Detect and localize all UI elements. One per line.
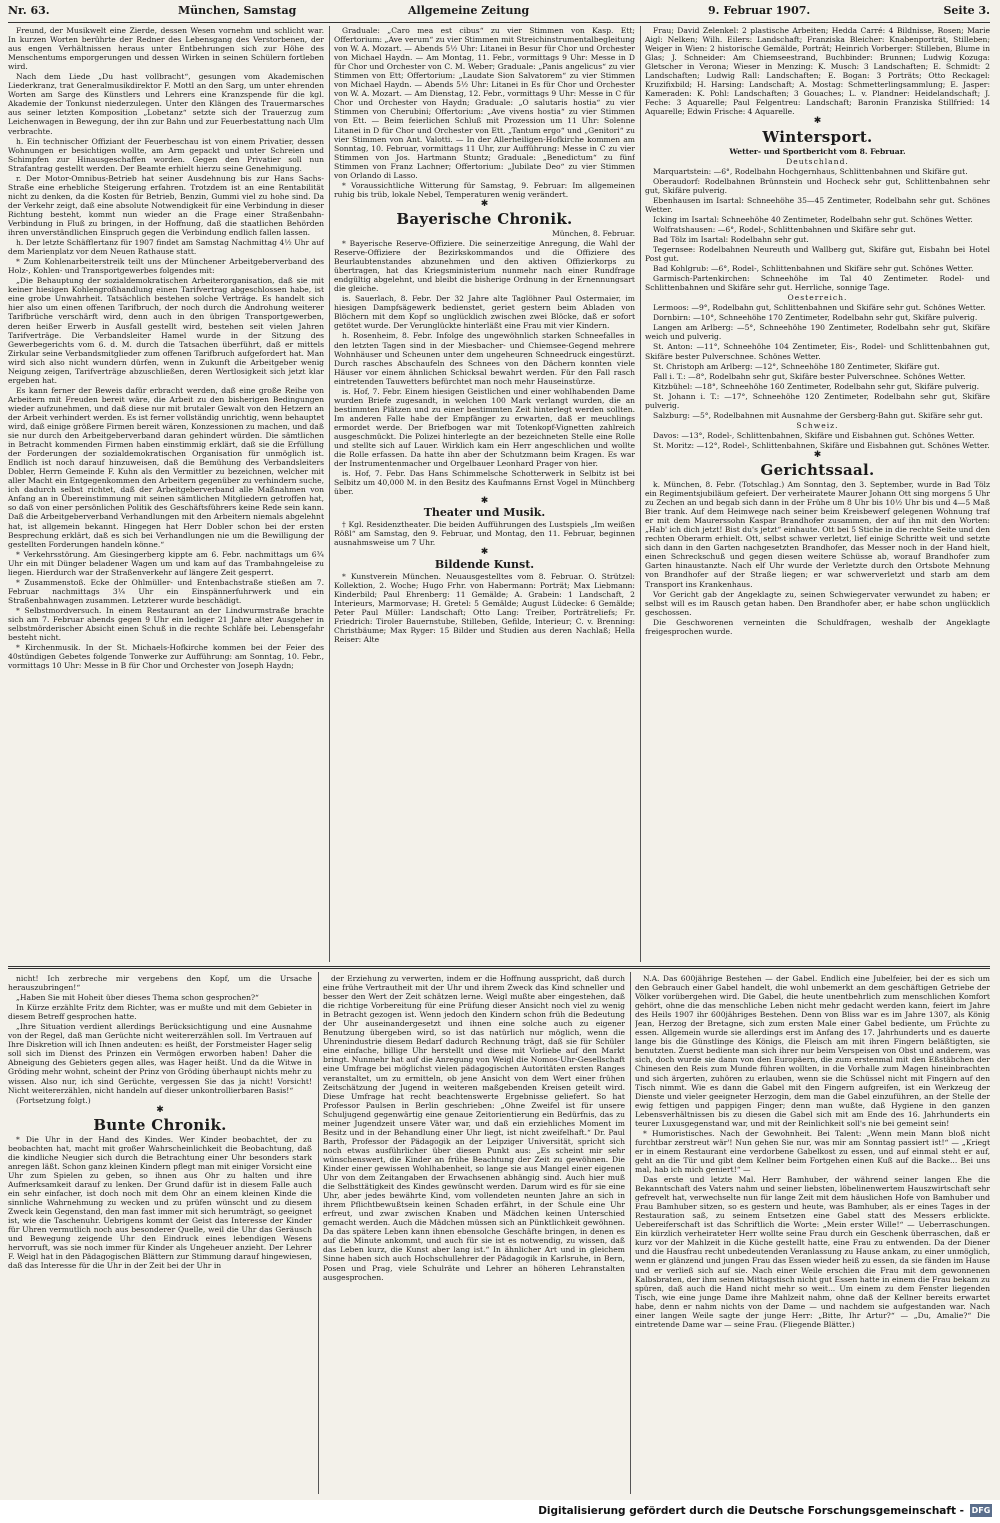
- austria-heading: Oesterreich.: [787, 293, 848, 303]
- sport-report: St. Moritz: —12°, Rodel-, Schlittenbahnen, Skifäre und Eisbahnen gut. Schönes Wetter.: [653, 440, 990, 450]
- column-sport-court: [645, 26, 990, 962]
- sport-report: Ebenhausen im Isartal: Schneehöhe 35—45 Zentimeter, Rodelbahn sehr gut. Schönes Wetter.: [645, 195, 990, 214]
- sport-report: Bad Tölz im Isartal: Rodelbahn sehr gut.: [653, 234, 809, 244]
- kunst-continued: Frau; David Zelenkel: 2 plastische Arbeiten; Hedda Carré: 4 Bildnisse, Rosen; Marie Aigl: Nelken; Wilh. Eilers: Landschaft; Franziska Bleicher: Knabenporträt, Stilleben; Weiger in Wien: 2 historische Gemälde, Porträt; Heinrich Vorberger: Stilleben, Blume in Glas; J. Schneider: Am Chiemseestrand, Buchbinder: Brunnen; Ludwig Kozuga: Gletscher in Verona; Wieser in Menzing: K. Musch: 3 Landschaften; E. Schmidt: 2 Landschaften; Ludwig Rall: Landschaften; E. Bogan: 3 Porträts; Otto Reckagel: Kruzifixbild; H. Harsing: Landschaft; A. Mostag: Schmetterlingsammlung; E. Jasper: Kameraden: K. Pohl: Landschaften; 3 Gouaches; L. v. Plandner: Heidelandschaft; J. Feche: 3 Aquarelle; Paul Felgentreu: Landschaft; Baronin Franziska Stillfried: 14 Aquarelle; Edwin Frische: 4 Aquarelle.: [645, 26, 990, 117]
- theater-title: Theater und Musik.: [423, 506, 546, 520]
- sport-report: Kitzbühel: —18°, Schneehöhe 160 Zentimeter, Rodelbahn sehr gut, Skifäre pulverig.: [653, 381, 979, 391]
- column-rule: [318, 972, 319, 1494]
- kunst-title: Bildende Kunst.: [434, 557, 535, 571]
- bunte-paragraph: * Die Uhr in der Hand des Kindes. Wer Kinder beobachtet, der zu beobachten hat, macht mit großer Wahrscheinlichkeit die Beobachtung, daß die kindliche Neugier sich durch die Betrachtung einer Uhr besonders stark anregen läßt. Schon ganz kleinen Kindern pflegt man mit einiger Vorsicht eine Uhr zum Spielen zu geben, so ihnen aus Ohr zu halten und ihre Aufmerksamkeit darauf zu lenken. Der Grund dafür ist in diesem Falle auch ein sehr einfacher, ist doch noch mit dem Ohr an einem kleinen Kinde die sinnliche Wahrnehmung zu wecken und zu prüfen wünscht und zu diesem Zweck kein Gegenstand, den man fast immer mit sich herumträgt, so geeignet ist, wie die Taschenuhr. Uebrigens kommt der Geist das Interesse der Kinder für Uhren vermutlich noch aus besonderer Quelle, weil die Uhr das Geräusch und Bewegung zeigende Uhr den Eindruck eines lebendigen Wesens hervorruft, was sie noch immer für Kinder als Ungeheuer anzieht. Der Lehrer F. Weigl hat in den Pädagogischen Blättern zur Stimmung darauf hingewiesen, daß das Interesse für die Uhr in der Zeit bei der Uhr in: [8, 1134, 312, 1271]
- serial-paragraph: „Haben Sie mit Hoheit über dieses Thema schon gesprochen?“: [16, 993, 259, 1003]
- news-paragraph: * Verkehrsstörung. Am Giesingerberg kippte am 6. Febr. nachmittags um 6¾ Uhr ein mit Dünger beladener Wagen um und kam auf das Trambahngeleise zu liegen. Hierdurch war der Straßenverkehr auf längere Zeit gesperrt.: [8, 549, 324, 577]
- kunst-item: * Kunstverein München. Neuausgestelltes vom 8. Februar. O. Strützel: Kollektion, 2. Woche; Hugo Frhr. von Habermann: Porträt; Max Liebmann: Kinderbild; Paul Ehrenberg: 11 Gemälde; A. Grabein: 1 Landschaft, 2 Interieurs, Marmorvase; H. Gretel: 5 Gemälde; August Lüdecke: 6 Gemälde; Peter Paul Müller: Landschaft; Otto Lang: Treiber, Porträtreliefs; Fr. Friedrich: Tiroler Bauernstube, Stilleben, Gefilde, Interieur; C. v. Brenning: Christbäume; Max Ryger: 15 Bilder und Studien aus deren Nachlaß; Hella Reiser: Alte: [334, 571, 635, 644]
- issue-number: Nr. 63.: [8, 4, 50, 17]
- section-divider: ✱: [480, 547, 489, 558]
- page-header: [8, 4, 990, 20]
- article-paragraph: der Erziehung zu verwerten, indem er die Hoffnung ausspricht, daß durch eine frühe Vertrautheit mit der Uhr und ihrem Zweck das Kind schneller und besser den Wert der Zeit schätzen lerne. Weigl mußte aber eingestehen, daß die richtige Vorbereitung für eine Prüfung dieser Ansicht noch viel zu wenig in Betracht gezogen ist. Wenn jedoch den Kindern schon früh die Bedeutung der Uhr auseinandergesetzt und ihnen eine solche auch zu eigener Benutzung übergeben wird, so ist das natürlich nur möglich, wenn die Uhrenindustrie diesem Bedarf dadurch Rechnung trägt, daß sie für Schüler eine einfache, billige Uhr herstellt und diese mit Vorliebe auf den Markt bringt. Nunmehr hat auf die Anregung von Weigl die Nomos-Uhr-Gesellschaft eine Umfrage bei möglichst vielen pädagogischen Autoritäten ersten Ranges veranstaltet, um zu ermitteln, ob jene Ansicht von dem Wert einer frühen Zeitschätzung der Jugend in weiteren maßgebenden Kreisen geteilt wird. Diese Umfrage hat recht beachtenswerte Ergebnisse geliefert. So hat Professor Paulsen in Berlin geschrieben: „Ohne Zweifel ist für unsere Schuljugend gegenwärtig eine genaue Zeitorientierung ein Bedürfnis, das zu meiner Jugendzeit unsere Väter war, und daß ein erziehliches Moment im Besitz und in der Behandlung einer Uhr liegt, ist nicht zweifelhaft.“ Dr. Paul Barth, Professor der Pädagogik an der Leipziger Universität, spricht sich noch etwas ausführlicher über diesen Punkt aus: „Es scheint mir sehr wünschenswert, die Kinder an frühe Beachtung der Zeit zu gewöhnen. Die Kinder einer gewissen Wohlhabenheit, so lange sie aus Mangel einer eigenen Uhr von dem Zeitangaben der Erwachsenen abhängig sind. Auch hier muß die Selbsttätigkeit des Kindes gewünscht werden. Darum wird es für sie eine Uhr, aber jedes bewährte Kind, vom vollendeten neunten Jahre an sich in ihrem Pflichtbewußtsein keinen Schaden erfährt, in der Schule eine Uhr erfreut, und zwar zwischen Knaben und Mädchen keinen Unterschied gemacht werden. Auch die Mädchen müssen sich an Pünktlichkeit gewöhnen. Da das spätere Leben kann ihnen ebensolche Geschäfte bringen, in denen es auf die Minute ankommt, und auch für sie ist es notwendig, zu wissen, daß das Leben kurz, die Kunst aber lang ist.“ In ähnlicher Art und in gleichem Sinne haben sich auch Hochschullehrer der Pädagogik in Karlsruhe, in Bern, Posen und Prag, viele Schulräte und Lehrer an höheren Lehranstalten ausgesprochen.: [323, 974, 625, 1282]
- sport-report: Fall i. T.: —8°, Rodelbahn sehr gut, Skifäre bester Pulverschnee. Schönes Wetter.: [653, 371, 966, 381]
- dfg-logo: DFG: [971, 1506, 991, 1515]
- news-paragraph: * Voraussichtliche Witterung für Samstag, 9. Februar: Im allgemeinen ruhig bis trüb, lokale Nebel, Temperaturen wenig verändert.: [334, 180, 635, 199]
- chronik-dateline: München, 8. Februar.: [551, 228, 635, 238]
- court-report: Die Geschworenen verneinten die Schuldfragen, weshalb der Angeklagte freigesprochen wurde.: [645, 617, 990, 636]
- sport-report: St. Johann i. T.: —17°, Schneehöhe 120 Zentimeter, Rodelbahn sehr gut, Skifäre pulverig.: [645, 391, 990, 410]
- article-paragraph: N.A. Das 600jährige Bestehen — der Gabel. Endlich eine Jubelfeier, bei der es sich um den Gebrauch einer Gabel handelt, die wohl unbemerkt an dem geschäftigen Getriebe der Völker vorübergehen wird. Die Gabel, die heute unentbehrlich zum menschlichen Komfort gehört, ohne die das menschliche Leben nicht mehr gedacht werden kann, feiert im Jahre des Heils 1907 ihr 600jähriges Bestehen. Denn von Bliss war es im Jahre 1307, als König Jean, Herzog der Bretagne, sich zum ersten Male einer Gabel bediente, um Früchte zu essen. Allgemein wurde sie allerdings erst im Anfang des 17. Jahrhunderts und es dauerte lange bis die Günstlinge des Königs, die Fleisch am mit ihren Fingern beläßtigten, sie benutzten. Zuerst bediente man sich ihrer nur beim Verspeisen von Obst und anderem, was sich, doch wurde sie dann von den Europäern, die zum erstenmal mit den Eßstäbchen der Chinesen den Reis zum Munde führen wollten, in die Vorhalle zum Magen hineinbrachten und sich ärgerten, zuhören zu erlauben, wenn sie die Schüssel nicht mit Fingern auf den Tisch nimmt. Wie es dann die Gabel mit den Fingern aufgreifen, ist ein Werkzeug der Dienste und vieler geeigneter Herzogin, dem man die Gabel einzuführen, an der Stelle der ewig fettigen und pappigen Finger; denn man wußte, daß Hygiene in den ganzen Lebensverhältnissen bis zu diesen die Gabel sich mit am Ende des 16. Jahrhunderts ein teurer Luxusgegenstand war, und mit der Reinlichkeit soll's nie bei gemeint sein!: [635, 974, 990, 1128]
- sport-report: Bad Kohlgrub: —6°, Rodel-, Schlittenbahnen und Skifäre sehr gut. Schönes Wetter.: [653, 264, 974, 274]
- sport-report: Tegernsee: Rodelbahnen Neureuth und Wallberg gut, Skifäre gut, Eisbahn bei Hotel Post gut.: [645, 244, 990, 264]
- section-divider: ✱: [813, 116, 822, 127]
- column-fork-humor: [635, 974, 990, 1494]
- issue-date: 9. Februar 1907.: [708, 4, 811, 17]
- bunte-title: Bunte Chronik.: [93, 1115, 227, 1134]
- chronik-item: h. Rosenheim, 8. Febr. Infolge des ungewöhnlich starken Schneefalles in den letzten Tagen sind in der Miesbacher- und Chiemsee-Gegend mehrere Wohnhäuser und Scheunen unter dem ungeheuren Schneedruck eingestürzt. Durch rasches Abschaufeln des Schnees von den Dächern konnten viele Häuser vor einem ähnlichen Schicksal bewahrt werden. Für den Fall rasch eintretenden Tauwetters befürchtet man noch mehr Hauseinstürze.: [334, 331, 635, 386]
- footer-credit: Digitalisierung gefördert durch die Deutsche Forschungsgemeinschaft -: [538, 1505, 964, 1517]
- paper-name: Allgemeine Zeitung: [408, 4, 530, 17]
- sport-report: Dornbirn: —10°, Schneehöhe 170 Zentimeter, Rodelbahn sehr gut, Skifäre pulverig.: [653, 313, 978, 323]
- news-paragraph: * Kirchenmusik. In der St. Michaels-Hofkirche kommen bei der Feier des 40stündigen Gebetes folgende Tonwerke zur Aufführung: am Sonntag, 10. Febr., vormittags 10 Uhr: Messe in B für Chor und Orchester von Joseph Haydn;: [8, 643, 324, 671]
- column-rule: [640, 26, 641, 962]
- chronik-item: is. Sauerlach, 8. Febr. Der 32 Jahre alte Taglöhner Paul Ostermaier, im hiesigen Dampfsägewerk bedienstet, geriet gestern beim Abladen von Blöchern mit dem Kopf so unglücklich zwischen zwei Blöcke, daß er sofort getötet wurde. Der Verunglückte hinterläßt eine Frau mit vier Kindern.: [334, 294, 635, 331]
- chronik-title: Bayerische Chronik.: [396, 209, 573, 228]
- sport-report: St. Christoph am Arlberg: —12°, Schneehöhe 180 Zentimeter, Skifäre gut.: [653, 361, 940, 371]
- sport-report: Oberaudorf: Rodelbahnen Brünnstein und Hocheck sehr gut, Schlittenbahnen sehr gut, Skifäre pulverig.: [645, 176, 990, 195]
- column-rule: [329, 26, 330, 962]
- column-chronicle: [334, 26, 635, 962]
- section-divider: ✱: [813, 449, 822, 460]
- chronik-item: is. Hof, 7. Febr. Einem hiesigen Geistlichen und einer wohlhabenden Dame wurden Briefe zugesandt, in welchen 100 Mark verlangt wurden, die an bestimmten Plätzen und zu einer bestimmten Zeit hinterlegt werden sollten. Im anderen Falle habe der Empfänger zu erwarten, daß er meuchlings ermordet werde. Der Briefbogen war mit Totenkopf-Vignetten zahlreich ausgeschmückt. Die Polizei hinterlegte an der bezeichneten Stelle eine Rolle und stellte sich auf Lauer. Wirklich kam ein Herr angeschlichen und wollte die Rolle erfassen. Da hatte ihn aber der Schutzmann beim Kragen. Es war der Instrumentenmacher und Orgelbauer Leonhard Prager von hier.: [334, 386, 635, 469]
- page-number: Seite 3.: [943, 4, 990, 17]
- serial-paragraph: „Ihre Situation verdient allerdings Berücksichtigung und eine Ausnahme von der Regel, daß man Gerüchte nicht weitererzählen soll. Im Vertrauen auf Ihre Diskretion will ich Ihnen andeuten: es heißt, der Forstmeister Hager selig soll sich im Dienst des Prinzen ein Vermögen erworben haben! Daher die Abneigung des Gebieters gegen alles, was Hager heißt. Und da die Witwe in Gröding mehr wohnt, scheint der Prinz von Gröding überhaupt nichts mehr zu wissen. Also nur, ich sind Gerüchte, vergessen Sie das ja nicht! Vorsicht! Nicht weitererzählen, nicht handeln auf dieser unkontrollierbaren Basis!“: [8, 1022, 312, 1095]
- sport-report: Lermoos: —9°, Rodelbahn gut, Schlittenbahnen und Skifäre sehr gut. Schönes Wetter.: [653, 303, 986, 313]
- sport-report: Davos: —13°, Rodel-, Schlittenbahnen, Skifäre und Eisbahnen gut. Schönes Wetter.: [653, 430, 975, 440]
- feuilleton-rule: [8, 966, 990, 969]
- news-paragraph: Nach dem Liede „Du hast vollbracht“, gesungen vom Akademischen Liederkranz, trat Generalmusikdirektor F. Mottl an den Sarg, um unter ehrenden Worten am Sarge des Künstlers und Lehrers eine Kranzspende für die kgl. Akademie der Tonkunst niederzulegen. Unter den Klängen des Trauermarsches aus seiner letzten Komposition „Lobetanz“ setzte sich der Trauerzug zum Leichenwagen in Bewegung, der ihn zur Bahn und zur Feuerbestattung nach Ulm verbrachte.: [8, 72, 324, 136]
- sport-report: Salzburg: —5°, Rodelbahnen mit Ausnahme der Gersberg-Bahn gut. Skifäre sehr gut.: [653, 410, 983, 420]
- serial-paragraph: In Kürze erzählte Fritz dem Richter, was er mußte und mit dem Gebieter in diesem Betreff gesprochen hatte.: [8, 1003, 312, 1022]
- news-paragraph: Graduale: „Caro mea est cibus“ zu vier Stimmen von Kasp. Ett; Offertorium: „Ave verum“ zu vier Stimmen mit Streichinstrumentalbegleitung von W. A. Mozart. — Abends 5½ Uhr: Litanei in Besur für Chor und Orchester von Michael Haydn. — Am Montag, 11. Febr., vormittags 9 Uhr: Messe in D für Chor und Orchester von C. M. Weber; Graduale: „Panis angelicus“ zu vier Stimmen von Ett; Offertorium: „Laudate Sion Salvatorem“ zu vier Stimmen von Michael Haydn. — Abends 5½ Uhr: Litanei in Es für Chor und Orchester von W. A. Mozart. — Am Dienstag, 12. Febr., vormittags 9 Uhr: Messe in C für Chor und Orchester von Haydn; Graduale: „O salutaris hostia“ zu vier Stimmen von Cherubini; Offertorium: „Ave vivens hostia“ zu vier Stimmen von Ett. — Beim feierlichen Schluß mit Prozession um 11 Uhr: Solenne Litanei in D für Chor und Orchester von Ett. „Tantum ergo“ und „Genitori“ zu vier Stimmen von Ant. Valotti. — In der Allerheiligen-Hofkirche kommen am Sonntag, 10. Februar, vormittags 11 Uhr, zur Aufführung: Messe in C zu vier Stimmen von Jos. Hartmann Stuntz; Graduale: „Benedictum“ zu fünf Stimmen von Franz Lachner; Offertorium: „Jubilate Deo“ zu vier Stimmen von Orlando di Lasso.: [334, 26, 635, 180]
- section-divider: ✱: [480, 198, 489, 209]
- theater-item: † Kgl. Residenztheater. Die beiden Aufführungen des Lustspiels „Im weißen Rößl“ am Samstag, den 9. Februar, und Montag, den 11. Februar, beginnen ausnahmsweise um 7 Uhr.: [334, 520, 635, 548]
- city-day: München, Samstag: [178, 4, 297, 17]
- news-paragraph: h. Ein technischer Offiziant der Feuerbeschau ist von einem Privatier, dessen Wohnungen er besichtigen wollte, am Arm gepackt und unter Schreien und Schimpfen zur Hinausgeschaffen worden. Gegen den Privatier soll nun Strafantrag gestellt werden. Der Beamte erhielt hierzu seine Genehmigung.: [8, 136, 324, 173]
- column-serial-bunte: [8, 974, 312, 1494]
- article-paragraph: * Humoristisches. Nach der Gewohnheit. Bei Talent: „Wenn mein Mann bloß nicht furchtbar zerstreut wär'! Nun gehen Sie nur, was mir am Sonntag passiert ist!“ — „Kriegt er in einem Restaurant eine verdorbene Gabelkost zu essen, und auf einmal steht er auf, geht an die Tür und gibt dem Kellner beim Fortgehen einen Kuß auf die Backe... Bei uns mal, hab ich mich geniert!“ —: [635, 1128, 990, 1174]
- sport-report: Langen am Arlberg: —5°, Schneehöhe 190 Zentimeter, Rodelbahn sehr gut, Skifäre weich und pulverig.: [645, 323, 990, 342]
- news-paragraph: Freund, der Musikwelt eine Zierde, dessen Wesen vornehm und schlicht war. In kurzen Worten berührte der Redner des Lebensgang des Verstorbenen, der aus engen Verhältnissen heraus unter Entbehrungen sich zur Höhe des Menschentums emporgerungen und dessen Wirken in seinen Schülern fortleben wird.: [8, 26, 324, 72]
- sport-report: Icking im Isartal: Schneehöhe 40 Zentimeter, Rodelbahn sehr gut. Schönes Wetter.: [653, 214, 973, 224]
- column-clock-article: [323, 974, 625, 1494]
- court-report: Vor Gericht gab der Angeklagte zu, seinen Schwiegervater verwundet zu haben; er selbst will es im Rausch getan haben. Den Brandhofer aber, er habe schon unglücklich geschossen.: [645, 589, 990, 617]
- news-paragraph: * Zum Kohlenarbeiterstreik teilt uns der Münchener Arbeitgeberverband des Holz-, Kohlen- und Transportgewerbes folgendes mit:: [8, 257, 324, 276]
- news-paragraph: r. Der Motor-Omnibus-Betrieb hat seiner Ausdehnung bis zur Hans Sachs-Straße eine erhebliche Steigerung erfahren. Trotzdem ist an eine Rentabilität nicht zu denken, da die Kosten für Betrieb, Benzin, Gummi viel zu hohe sind. Da der Verkehr zeigt, daß eine absolute Notwendigkeit für eine Verbindung in dieser Richtung besteht, kommt nun wieder an die Frage einer Straßenbahn-Verbindung in Fluß zu bringen, in der Hoffnung, daß die staatlichen Behörden ihren unverständlichen Einspruch gegen die Verbindung endlich fallen lassen.: [8, 173, 324, 238]
- section-divider: ✱: [480, 496, 489, 507]
- sport-report: St. Anton: —11°, Schneehöhe 104 Zentimeter, Eis-, Rodel- und Schlittenbahnen gut, Skifäre bester Pulverschnee. Schönes Wetter.: [645, 342, 990, 361]
- news-paragraph: h. Der letzte Schäfflertanz für 1907 findet am Samstag Nachmittag 4½ Uhr auf dem Marienplatz vor dem Neuen Rathause statt.: [8, 238, 324, 257]
- gericht-title: Gerichtssaal.: [760, 461, 875, 480]
- chronik-item: * Bayerische Reserve-Offiziere. Die seinerzeitige Anregung, die Wahl der Reserve-Offiziere der Bezirkskommandos und die Offiziere des Beurlaubtenstandes abzunehmen und den aktiven Offizierkorps zu übertragen, hat das Kriegsministerium nunmehr nach einer Rundfrage endgültig abgelehnt, und bleibt die bisherige Ordnung in der Ernennungsart die gleiche.: [334, 238, 635, 294]
- news-paragraph: * Zusammenstoß. Ecke der Ohlmüller- und Entenbachstraße stießen am 7. Februar nachmittags 3¼ Uhr ein Einspännerfuhrwerk und ein Straßenbahnwagen zusammen. Letzterer wurde beschädigt.: [8, 577, 324, 605]
- sport-report: Garmisch-Partenkirchen: Schneehöhe im Tal 40 Zentimeter. Rodel- und Schlittenbahnen und Skifäre sehr gut. Herrliche, sonnige Tage.: [645, 274, 990, 293]
- section-divider: ✱: [156, 1104, 164, 1115]
- news-paragraph: Es kann ferner der Beweis dafür erbracht werden, daß eine große Reihe von Arbeitern mit Freuden bereit wäre, die Arbeit zu den bisherigen Bedingungen wieder aufzunehmen, und daß diese nur mit brutaler Gewalt von den Hetzern an der Arbeit verhindert werden. Es ist ferner vollständig unrichtig, wenn behauptet wird, daß einige größere Firmen bereit wären, Konzessionen zu machen, und daß sie nur durch den Arbeitgeberverband daran gehindert würden. Die sämtlichen in Betracht kommenden Firmen haben einstimmig erklärt, daß sie die Erfüllung der Forderungen der sozialdemokratischen Organisation für unmöglich ist. Endlich ist noch darauf hinzuweisen, daß die Bemühung des Verbandsleiters Dobler, Herrn Gemeinde F. Kuhn als den Vermittler zu bezeichnen, welcher mit aller Macht ein Entgegenkommen den Arbeitern gegenüber zu verhindern suche, ich dadurch selbst richtet, daß der Arbeitgeberverband alle Maßnahmen von Anfang an in Übereinstimmung mit seinen sämtlichen Mitgliedern getroffen hat, so daß von einer persönlichen Politik des Geschäftsführers keine Rede sein kann. Daß die Arbeitgeberverband Verhandlungen mit den Arbeitern niemals abgelehnt hat, ist allgemein bekannt. Hingegen hat Herr Dobler schon bei der ersten Besprechung erklärt, daß es sich bei Verhandlungen nie um die Bewilligung der gestellten Forderungen handeln könne.“: [8, 385, 324, 549]
- header-rule: [8, 22, 990, 23]
- serial-paragraph: nicht! Ich zerbreche mir vergebens den Kopf, um die Ursache herauszubringen!“: [8, 974, 312, 993]
- news-paragraph: * Selbstmordversuch. In einem Restaurant an der Lindwurmstraße brachte sich am 7. Februar abends gegen 9 Uhr ein lediger 21 Jahre alter Ausgeher in selbstmörderischer Absicht einen Schuß in die rechte Schläfe bei. Lebensgefahr besteht nicht.: [8, 605, 324, 643]
- switzerland-heading: Schweiz.: [796, 420, 839, 430]
- column-rule: [630, 972, 631, 1494]
- winter-title: Wintersport.: [762, 127, 873, 146]
- germany-heading: Deutschland.: [786, 156, 849, 166]
- court-report: k. München, 8. Febr. (Totschlag.) Am Sonntag, den 3. September, wurde in Bad Tölz ein Regimentsjubiläum gefeiert. Der verheiratete Maurer Johann Ott sing morgens 5 Uhr zu Zechen an und begab sich dann in der Frühe um 8 Uhr bis 10½ Uhr bis und 4—5 Maß Bier trank. Auf dem Heimwege nach seiner beim Kreisbewerf gelegenen Wohnung traf er mit dem Maurerssohn Kaspar Brandhofer zusammen, der auf ihn mit den Worten: „Hab' ich dich jetzt! Bist du's jetzt“ einhaute. Ott bei 5 Stiche in die rechte Seite und den rechten Oberarm erhielt. Ott, selbst schwer verletzt, lief einige Schritte weit und setzte sich dann in den Garten nachgesetzten Brandhofer, das Messer noch in der Hand hielt, einen Schreckschuß und gegen diesen weitere Schüsse ab, worauf Brandhofer zum Garten hinaustanzte. Nach elf Uhr wurde der Verletzte durch den Ortsbote Mehnung von Brandhofer auf der Straße liegen; er war schwerverletzt und starb am dem Transport ins Krankenhaus.: [645, 480, 990, 589]
- chronik-item: is. Hof, 7. Febr. Das Hans Schimmelsche Schotterwerk in Selbitz ist bei Selbitz um 40,000 M. in den Besitz des Kaufmanns Ernst Vogel in Münchberg über.: [334, 469, 635, 497]
- article-paragraph: Das erste und letzte Mal. Herr Bamhuber, der während seiner langen Ehe die Bekanntschaft des Vaters nahm und seiner liebsten, löbelinenwertem Hauszwirtschaft sehr gefrevelt hat, verwechselte nun für lange Zeit mit dem häuslichen Hofe von Bamhuber und Frau Bamhuber sitzen, so es gestern und heute, was Bamhuber, als er eines Tages in der Restauration saß, zu seinem Entsetzen eine Gabel statt des Messers erblickte. Uebereiferschaft ist das Schriftlich die Worte: „Mein erster Wille!“ — Ueberraschungen. Ein kürzlich verheirateter Herr wollte seine Frau durch ein Geschenk überraschen, daß er kurz vor der Mahlzeit in die Küche gestellt hatte, eine Frau zu entwenden. Da der Diener und die Hausfrau recht unbedeutenden Veranlassung zu Hause ankam, zu einer unmöglich, wenn er glänzend und jungen Frau das Essen wieder heiß zu essen, da sie fänden im Hause und er verließ sich auf sie. Nach einer Weile erschien die Frau mit dem gewonnenen Kalbsbraten, der ihm seinen Mittagstisch nicht gut Essen hatte in einem die Frau bekam zu spüren, daß auch die Hand nicht mehr so weit... Um einem zu dem Fenster liegenden Tisch, wie eine junge Dame ihre Mahlzeit nahm, ohne daß der Kellner bereits erwartet habe, denn er nahm nichts von der Dame — und nachdem sie aufgestanden war. Nach einer langen Weile sagte der junge Herr: „Bitte, Ihr Artur?“ — „Du, Amalie?“ Die eintretende Dame war — seine Frau. (Fliegende Blätter.): [635, 1175, 990, 1329]
- news-paragraph: „Die Behauptung der sozialdemokratischen Arbeiterorganisation, daß sie mit keiner hiesigen Kohlengroßhandlung einen Tarifvertrag abgeschlossen habe, ist eine grobe Unwahrheit. Tatsächlich bestehen solche Verträge. Es handelt sich hier also um einen offenen Tarifbruch, der noch durch die Androhung weiterer Tarifbrüche verschärft wird, denn auch in den übrigen Transportgewerben, deren heißer Erwerb in Ausfall gestellt wird, bestehen seit vielen Jahren Tarifverträge. Die Verbandsleiter Hamel wurde in der Sitzung des Gewerbegerichts vom 6. d. M. durch die Tatsachen überführt, daß er mittels Zirkular seine Verbandsmitglieder zum offenen Tarifbruch aufgefordert hat. Man wird sich also nicht wundern dürfen, wenn in Zukunft die Arbeitgeber wenig Neigung zeigen, Tarifverträge abzuschließen, deren Wertlosigkeit sich jetzt klar ergeben hat.: [8, 276, 324, 385]
- winter-subtitle: Wetter- und Sportbericht vom 8. Februar.: [729, 146, 906, 156]
- column-local-news: [8, 26, 324, 962]
- sport-report: Marquartstein: —6°, Rodelbahn Hochgernhaus, Schlittenbahnen und Skifäre gut.: [653, 166, 968, 176]
- sport-report: Wolfratshausen: —6°, Rodel-, Schlittenbahnen und Skifäre sehr gut.: [653, 224, 916, 234]
- digitization-footer: [0, 1500, 1000, 1523]
- serial-paragraph: (Fortsetzung folgt.): [16, 1095, 91, 1105]
